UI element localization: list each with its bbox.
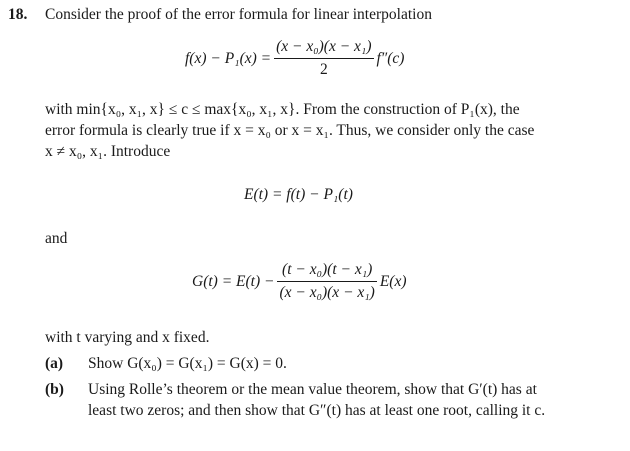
g-lhs: G(t) = E(t) − xyxy=(192,272,275,290)
error-formula xyxy=(185,38,404,79)
formula-fraction xyxy=(274,38,373,79)
with-line: with t varying and x fixed. xyxy=(45,329,210,346)
part-b-line-2: least two zeros; and then show that G″(t) has at least one root, calling it c. xyxy=(88,402,546,419)
formula-numerator: (x − x₀)(x − x₁) xyxy=(276,38,372,55)
g-fraction xyxy=(277,261,376,302)
fraction-bar xyxy=(274,58,373,59)
problem-intro: Consider the proof of the error formula for linear interpolation xyxy=(45,6,432,23)
part-b-line-1: Using Rolle’s theorem or the mean value theorem, show that G′(t) has at xyxy=(88,381,537,398)
fraction-bar xyxy=(277,281,376,282)
and-word: and xyxy=(45,230,68,247)
formula-rhs: f″(c) xyxy=(376,49,405,67)
paragraph-line-1: with min{x₀, x₁, x} ≤ c ≤ max{x₀, x₁, x}. From the construction of P₁(x), the xyxy=(45,101,520,118)
g-rhs: E(x) xyxy=(379,272,407,290)
e-definition: E(t) = f(t) − P₁(t) xyxy=(244,186,353,203)
part-a-text: Show G(x₀) = G(x₁) = G(x) = 0. xyxy=(88,355,287,372)
paragraph-line-2: error formula is clearly true if x = x₀ or x = x₁. Thus, we consider only the case xyxy=(45,122,535,139)
part-a-label: (a) xyxy=(45,355,64,372)
part-b-label: (b) xyxy=(45,381,64,398)
g-definition xyxy=(192,261,407,302)
g-denominator: (x − x₀)(x − x₁) xyxy=(279,284,375,301)
formula-denominator: 2 xyxy=(319,61,328,78)
g-numerator: (t − x₀)(t − x₁) xyxy=(282,261,373,278)
formula-lhs: f(x) − P₁(x) = xyxy=(185,49,272,67)
problem-number: 18. xyxy=(8,6,28,23)
paragraph-line-3: x ≠ x₀, x₁. Introduce xyxy=(45,143,171,160)
